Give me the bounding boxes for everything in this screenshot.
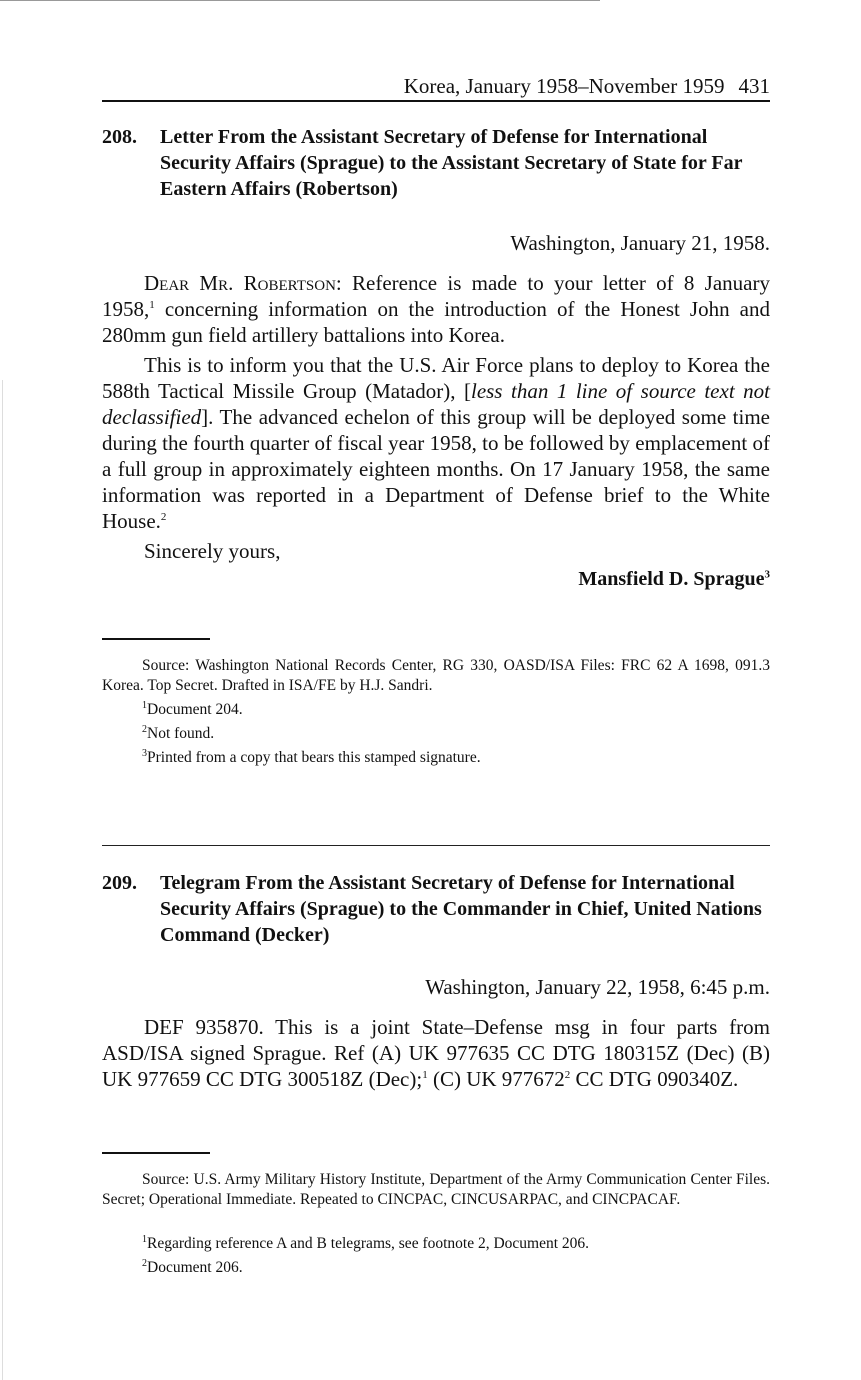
doc-209-footnote-rule — [102, 1152, 210, 1154]
page-number: 431 — [738, 74, 770, 98]
doc-208-number: 208. — [102, 126, 137, 148]
doc-208-signature-name: Mansfield D. Sprague — [578, 568, 765, 590]
doc-208-footnote-ref-2: 2 — [160, 511, 167, 523]
section-divider — [102, 845, 770, 846]
footnote-text: Regarding reference A and B telegrams, see footnote 2, Document 206. — [147, 1235, 590, 1252]
doc-209-p1-text-b: (C) UK 977672 — [427, 1067, 565, 1091]
doc-208-title: Letter From the Assistant Secretary of Defense for International Security Affairs (Sprague) to the Assistant Secretary of State for Far Eastern Affairs (Robertson) — [160, 126, 743, 200]
doc-208-heading — [102, 124, 770, 202]
doc-208-paragraph-2 — [102, 352, 770, 534]
doc-209-paragraph-1 — [102, 1014, 770, 1092]
doc-209-p1-text-a: DEF 935870. This is a joint State–Defense msg in four parts from ASD/ISA signed Sprague. Ref (A) UK 977635 CC DTG 180315Z (Dec) (B) UK 977659 CC DTG 300518Z (Dec); — [102, 1015, 770, 1091]
doc-208-signature — [102, 566, 770, 592]
doc-208-dateline: Washington, January 21, 1958. — [510, 231, 770, 255]
footnote-text: Not found. — [147, 725, 215, 742]
doc-209-source-note — [102, 1170, 770, 1210]
footnote-text: Document 204. — [147, 701, 243, 718]
footnote-text: Document 206. — [147, 1259, 243, 1276]
running-head-title: Korea, January 1958–November 1959 — [403, 74, 725, 98]
doc-208-salutation: Dear Mr. Robertson: — [144, 271, 342, 295]
doc-208-closing: Sincerely yours, — [144, 539, 281, 563]
footnote-text: Printed from a copy that bears this stamped signature. — [147, 749, 481, 766]
doc-209-p1-text-c: CC DTG 090340Z. — [570, 1067, 739, 1091]
doc-208-footnote-2 — [142, 724, 214, 744]
doc-208-not-declassified-note: less than 1 line of source text not declassified — [102, 379, 770, 429]
doc-208-p2-text-b: ]. The advanced echelon of this group will be deployed some time during the fourth quarter of fiscal year 1958, to be followed by emplacement of a full group in approximately eighteen months. On 17 January 1958, the same information was reported in a Department of Defense brief to the White House. — [102, 405, 770, 533]
doc-209-title: Telegram From the Assistant Secretary of Defense for International Security Affairs (Sprague) to the Commander in Chief, United Nations Command (Decker) — [160, 872, 762, 946]
running-head — [102, 72, 770, 100]
scan-edge-top — [0, 0, 600, 1]
doc-209-heading — [102, 870, 770, 948]
doc-209-footnote-ref-1: 1 — [422, 1069, 428, 1081]
footnote-mark: 1 — [142, 699, 147, 711]
doc-208-footnote-1 — [142, 700, 243, 720]
doc-209-footnote-1 — [142, 1234, 589, 1254]
doc-208-p2-text-a: This is to inform you that the U.S. Air Force plans to deploy to Korea the 588th Tactical Missile Group (Matador), [ — [102, 353, 770, 403]
doc-208-source-text: Source: Washington National Records Center, RG 330, OASD/ISA Files: FRC 62 A 1698, 091.3 Korea. Top Secret. Drafted in ISA/FE by H.J. Sandri. — [102, 657, 770, 694]
footnote-mark: 1 — [142, 1233, 147, 1245]
doc-209-number: 209. — [102, 872, 137, 894]
doc-208-footnote-3 — [142, 748, 481, 768]
doc-208-footnote-ref-3: 3 — [764, 568, 770, 581]
doc-208-p1-text-b: concerning information on the introduction of the Honest John and 280mm gun field artillery battalions into Korea. — [102, 297, 770, 347]
doc-208-p1-text-a: Reference is made to your letter of 8 January 1958, — [102, 271, 770, 321]
doc-208-paragraph-1 — [102, 270, 770, 348]
doc-209-source-text: Source: U.S. Army Military History Institute, Department of the Army Communication Center Files. Secret; Operational Immediate. Repeated to CINCPAC, CINCUSARPAC, and CINCPACAF. — [102, 1171, 770, 1208]
doc-208-footnote-ref-1: 1 — [149, 299, 155, 311]
footnote-mark: 3 — [142, 747, 147, 759]
doc-209-footnote-2 — [142, 1258, 243, 1278]
footnote-mark: 2 — [142, 1257, 147, 1269]
doc-208-footnote-rule — [102, 638, 210, 640]
doc-208-source-note — [102, 656, 770, 696]
doc-209-footnote-ref-2: 2 — [564, 1069, 571, 1081]
doc-209-dateline: Washington, January 22, 1958, 6:45 p.m. — [425, 975, 770, 999]
scan-edge-left — [2, 380, 3, 1380]
footnote-mark: 2 — [142, 723, 147, 735]
running-head-rule — [102, 100, 770, 102]
